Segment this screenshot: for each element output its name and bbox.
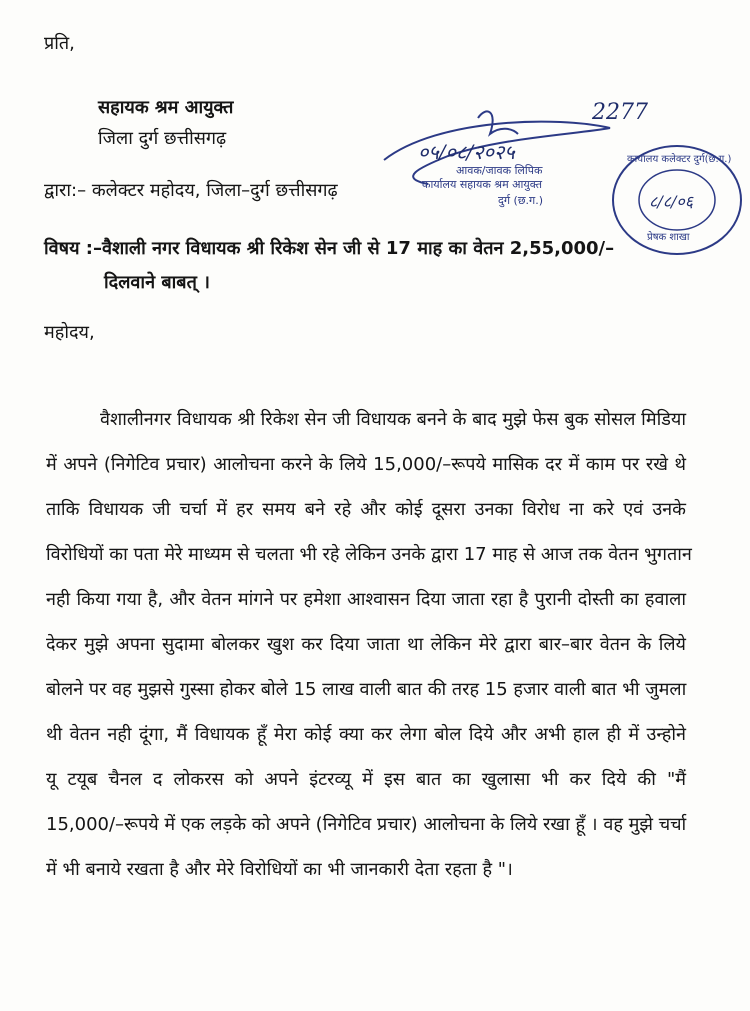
collector-seal-ring-text: कार्यालय कलेक्टर दुर्ग(छ.ग.) <box>627 154 732 165</box>
body-line: वैशालीनगर विधायक श्री रिकेश सेन जी विधायक बनने के बाद मुझे फेस बुक सोसल मिडिया <box>100 409 686 430</box>
body-line: में अपने (निगेटिव प्रचार) आलोचना करने के लिये 15,000/–रूपये मासिक दर में काम पर रखे थे <box>46 454 686 475</box>
greeting: महोदय, <box>44 322 95 343</box>
collector-seal-bottom-text: प्रेषक शाखा <box>647 232 690 243</box>
body-line: बोलने पर वह मुझसे गुस्सा होकर बोले 15 लाख वाली बात की तरह 15 हजार वाली बात भी जुमला <box>46 679 687 700</box>
receipt-stamp <box>378 98 648 230</box>
subject-line-2: दिलवाने बाबत् । <box>104 272 210 293</box>
through-line: द्वारा:– कलेक्टर महोदय, जिला–दुर्ग छत्तीसगढ़ <box>44 180 338 201</box>
body-line: नही किया गया है, और वेतन मांगने पर हमेशा आश्वासन दिया जाता रहा है पुरानी दोस्ती का हवाला <box>46 589 686 610</box>
body-line: देकर मुझे अपना सुदामा बोलकर खुश कर दिया जाता था लेकिन मेरे द्वारा बार–बार वेतन के लिये <box>46 634 686 655</box>
body-line: विरोधियों का पता मेरे माध्यम से चलता भी रहे लेकिन उनके द्वारा 17 माह से आज तक वेतन भुगतान <box>46 544 692 565</box>
body-line: ताकि विधायक जी चर्चा में हर समय बने रहे और कोई दूसरा उनका विरोध ना करे एवं उनके <box>46 499 686 520</box>
receipt-line-3: दुर्ग (छ.ग.) <box>498 194 544 207</box>
receipt-date: ०५/०८/२०२५ <box>418 140 515 164</box>
receipt-number: 2277 <box>592 100 648 125</box>
receipt-line-2: कार्यालय सहायक श्रम आयुक्त <box>422 178 542 191</box>
subject-line-1: विषय :–वैशाली नगर विधायक श्री रिकेश सेन जी से 17 माह का वेतन 2,55,000/– <box>44 238 615 259</box>
addressee-place: जिला दुर्ग छत्तीसगढ़ <box>98 128 227 149</box>
collector-seal <box>605 140 745 260</box>
body-line: में भी बनाये रखता है और मेरे विरोधियों का भी जानकारी देता रहता है "। <box>46 859 513 880</box>
collector-seal-date: ८/८/०६ <box>649 192 694 211</box>
receipt-line-1: आवक/जावक लिपिक <box>456 164 543 177</box>
salutation-to: प्रति, <box>44 33 75 54</box>
body-line: यू टयूब चैनल द लोकरस को अपने इंटरव्यू में इस बात का खुलासा भी कर दिये की "मैं <box>46 769 686 790</box>
body-line: 15,000/–रूपये में एक लड़के को अपने (निगेटिव प्रचार) आलोचना के लिये रखा हूँ । वह मुझे चर्चा <box>46 814 687 835</box>
body-line: थी वेतन नही दूंगा, मैं विधायक हूँ मेरा कोई क्या कर लेगा बोल दिये और अभी हाल ही में उन्होने <box>46 724 686 745</box>
addressee-title: सहायक श्रम आयुक्त <box>98 97 234 118</box>
